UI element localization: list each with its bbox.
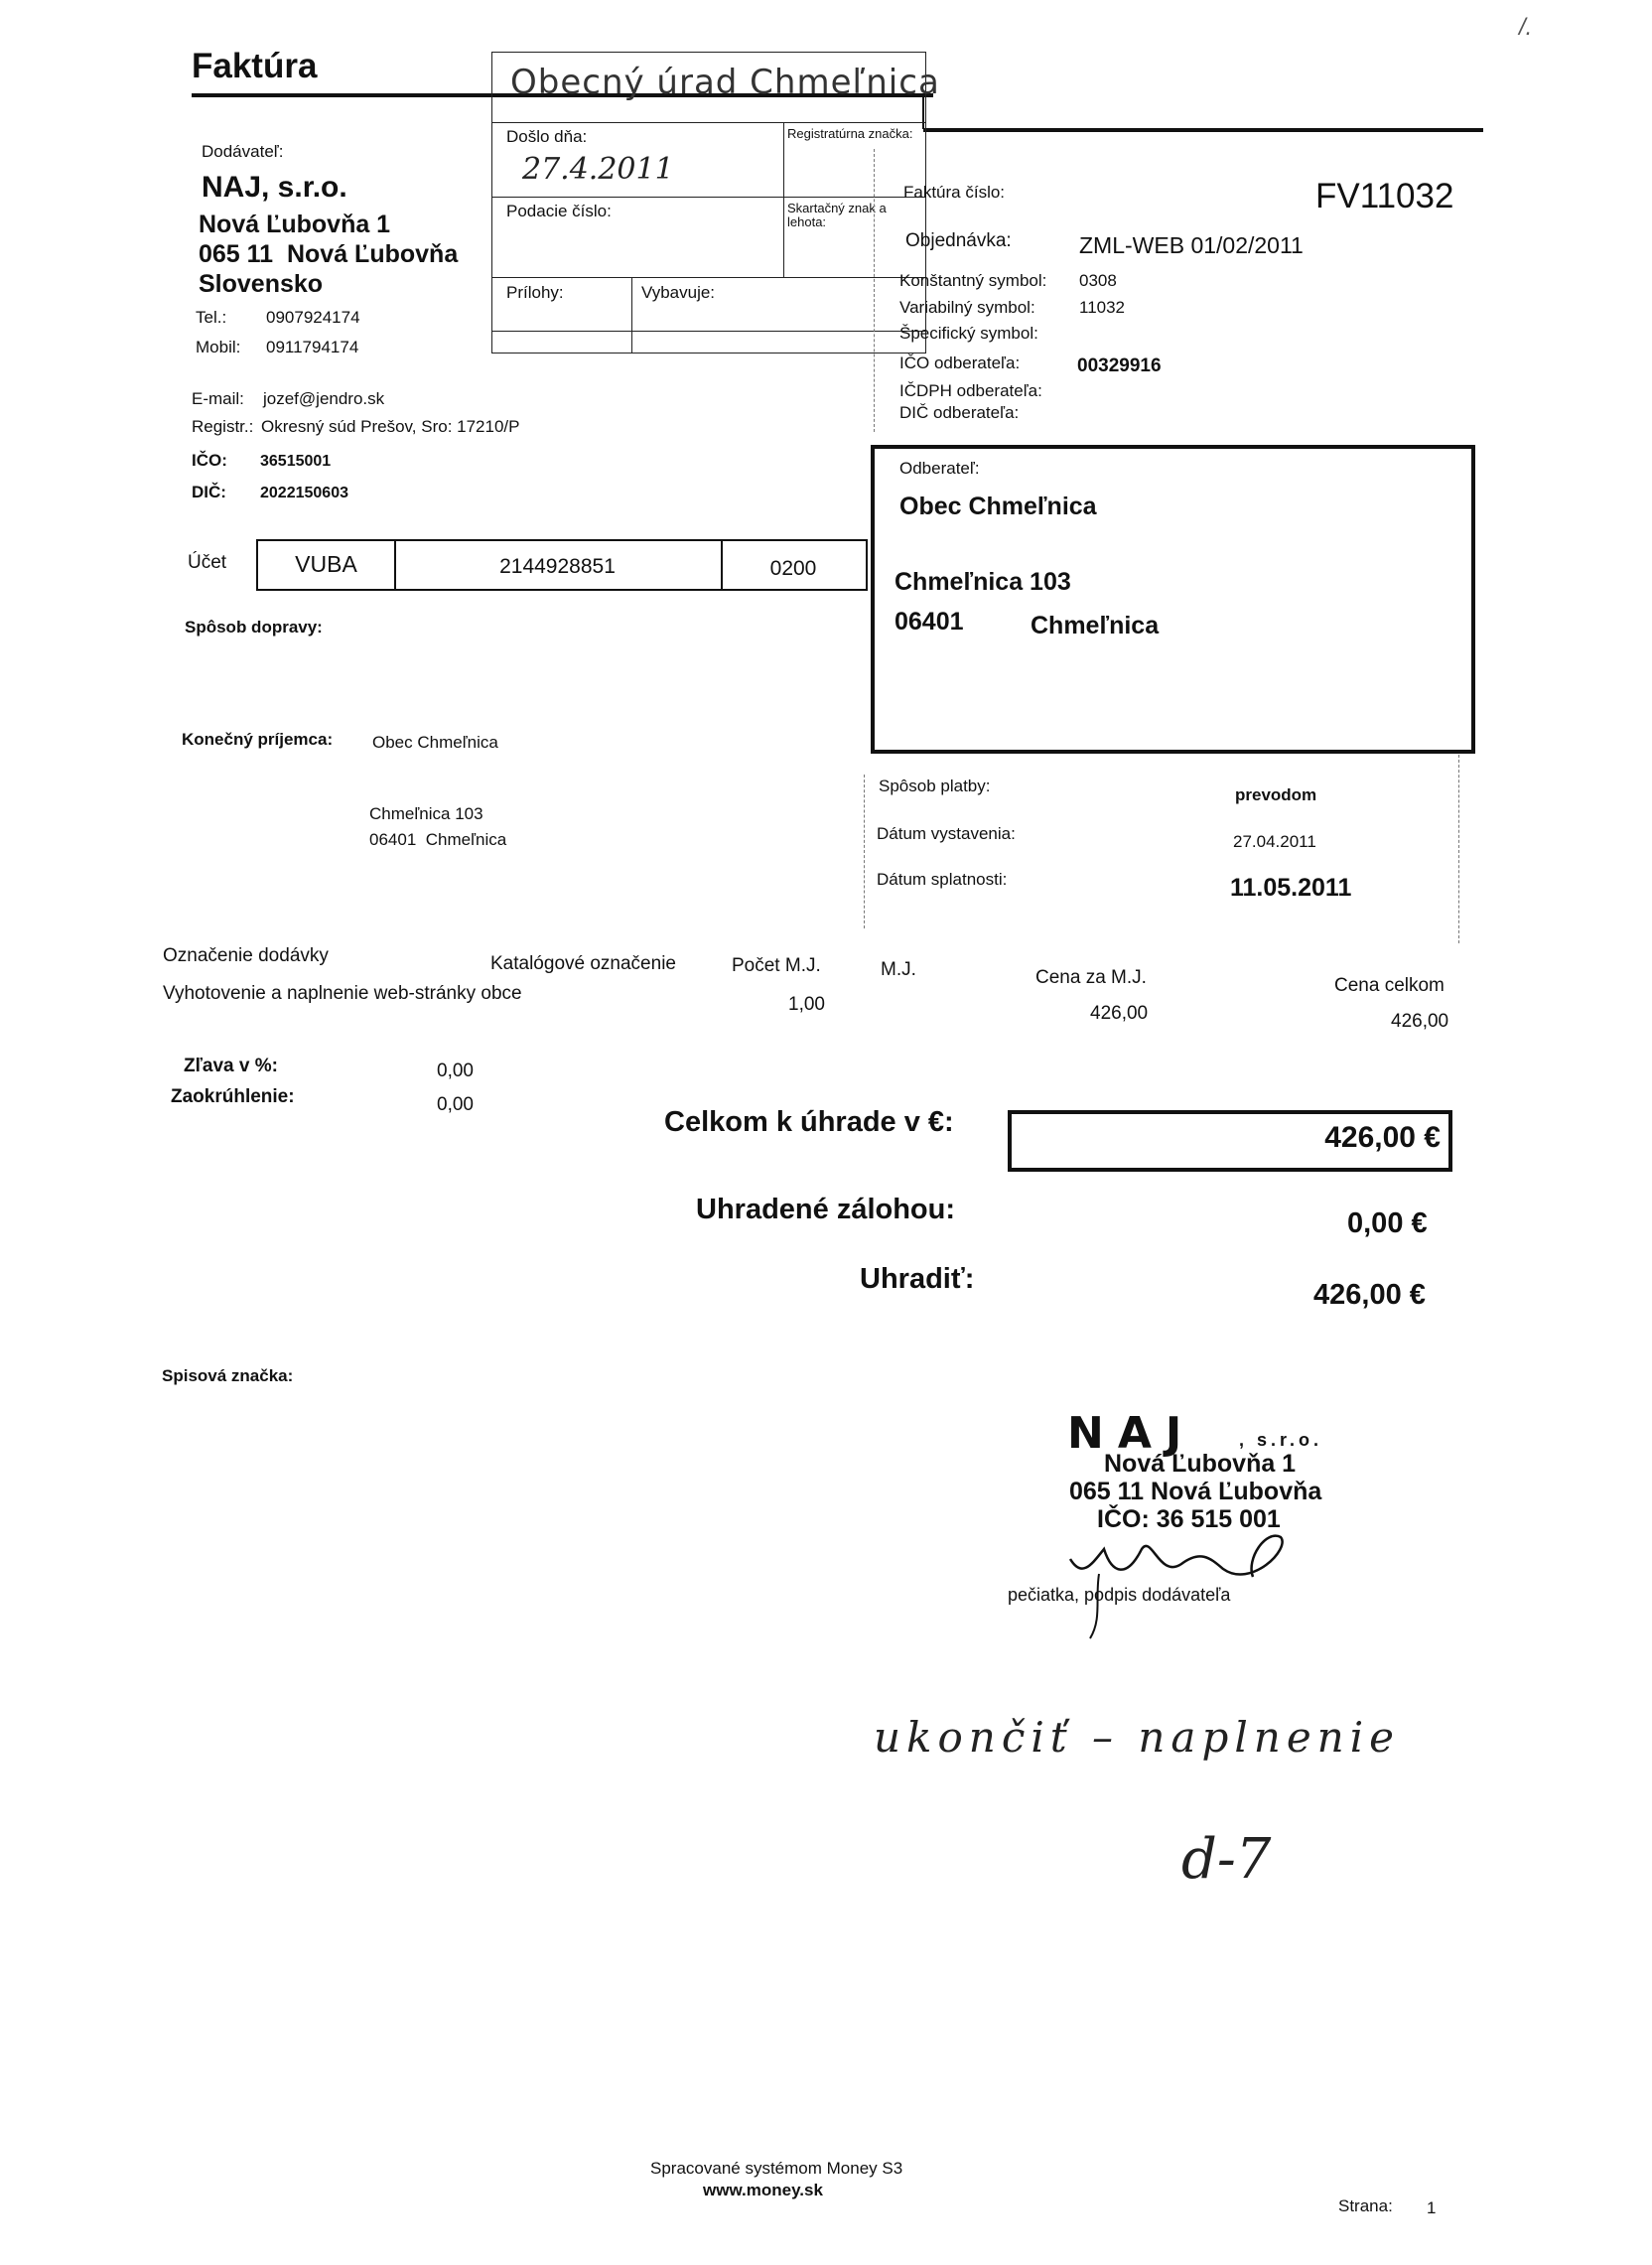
header-name: Označenie dodávky [163, 945, 329, 966]
stamp-received-value: 27.4.2011 [522, 152, 674, 187]
transport-label: Spôsob dopravy: [185, 618, 323, 637]
seal-line2: 065 11 Nová Ľubovňa [1069, 1478, 1322, 1505]
payment-method-label: Spôsob platby: [879, 777, 991, 795]
supplier-dic: 2022150603 [260, 485, 348, 501]
handwritten-note-1: ukončiť – naplnenie [874, 1713, 1401, 1762]
stamp-prilohy-label: Prílohy: [506, 283, 564, 302]
ico-odb-label: IČO odberateľa: [899, 354, 1021, 372]
supplier-email: jozef@jendro.sk [263, 389, 385, 408]
supplier-label: Dodávateľ: [202, 142, 284, 161]
handwritten-note-2: d-7 [1181, 1827, 1272, 1892]
due-label: Dátum splatnosti: [877, 870, 1008, 889]
issued-value: 27.04.2011 [1233, 832, 1316, 851]
seal-caption: pečiatka, podpis dodávateľa [1008, 1585, 1231, 1605]
invoice-number-label: Faktúra číslo: [903, 183, 1006, 202]
supplier-registr: Okresný súd Prešov, Sro: 17210/P [261, 417, 520, 436]
account-number: 2144928851 [499, 555, 616, 578]
footer-url: www.money.sk [703, 2181, 823, 2199]
supplier-email-label: E-mail: [192, 389, 244, 408]
spec-label: Špecifický symbol: [899, 324, 1038, 343]
order-label: Objednávka: [905, 230, 1012, 251]
supplier-tel: 0907924174 [266, 308, 360, 327]
seal-company: NAJ [1067, 1408, 1196, 1459]
seal-line3: IČO: 36 515 001 [1097, 1505, 1281, 1533]
seal-suffix: , s.r.o. [1239, 1430, 1323, 1450]
stamp-title: Obecný úrad Chmeľnica [510, 63, 940, 102]
item-name: Vyhotovenie a naplnenie web-stránky obce [163, 983, 522, 1004]
stamp-vybavuje-label: Vybavuje: [641, 283, 716, 302]
final-recipient-street: Chmeľnica 103 [369, 804, 483, 823]
var-label: Variabilný symbol: [899, 298, 1035, 317]
file-mark-label: Spisová značka: [162, 1366, 294, 1385]
supplier-mobil: 0911794174 [266, 338, 359, 356]
final-recipient-label: Konečný príjemca: [182, 730, 334, 749]
discount-value: 0,00 [437, 1061, 474, 1081]
payment-method: prevodom [1235, 785, 1317, 804]
pay-value: 426,00 € [1313, 1279, 1426, 1311]
stamp-reg-label: Registratúrna značka: [787, 126, 913, 141]
header-total: Cena celkom [1334, 975, 1445, 996]
page-number: 1 [1427, 2198, 1437, 2217]
supplier-street: Nová Ľubovňa 1 [199, 211, 391, 238]
total-label: Celkom k úhrade v €: [664, 1106, 954, 1138]
advance-label: Uhradené zálohou: [696, 1194, 956, 1225]
ico-odb-value: 00329916 [1077, 355, 1162, 376]
page-label: Strana: [1338, 2196, 1393, 2215]
var-value: 11032 [1079, 298, 1126, 317]
total-value: 426,00 € [1324, 1121, 1441, 1154]
account-bank: VUBA [295, 551, 357, 577]
header-catalog: Katalógové označenie [490, 953, 676, 974]
item-price: 426,00 [1090, 1003, 1149, 1024]
stamp-received-label: Došlo dňa: [506, 127, 588, 146]
stamp-podacie-label: Podacie číslo: [506, 202, 612, 220]
supplier-tel-label: Tel.: [196, 308, 227, 327]
issued-label: Dátum vystavenia: [877, 824, 1016, 843]
final-recipient-city: 06401 Chmeľnica [369, 830, 507, 849]
supplier-mobil-label: Mobil: [196, 338, 241, 356]
corner-mark: /. [1519, 14, 1533, 41]
advance-value: 0,00 € [1347, 1207, 1428, 1239]
customer-street: Chmeľnica 103 [895, 568, 1071, 596]
rounding-value: 0,00 [437, 1094, 474, 1115]
supplier-ico-label: IČO: [192, 451, 227, 470]
footer-processed: Spracované systémom Money S3 [650, 2159, 903, 2178]
item-qty: 1,00 [788, 994, 825, 1015]
supplier-ico: 36515001 [260, 453, 332, 470]
customer-zip: 06401 [895, 608, 964, 636]
order-value: ZML-WEB 01/02/2011 [1079, 232, 1304, 258]
document-title: Faktúra [192, 47, 318, 85]
supplier-dic-label: DIČ: [192, 483, 226, 501]
account-code: 0200 [769, 557, 817, 580]
header-qty: Počet M.J. [732, 955, 821, 976]
discount-label: Zľava v %: [184, 1056, 278, 1076]
due-value: 11.05.2011 [1230, 874, 1352, 902]
header-unit: M.J. [881, 959, 916, 980]
supplier-city: 065 11 Nová Ľubovňa [199, 240, 459, 268]
supplier-registr-label: Registr.: [192, 417, 254, 436]
supplier-country: Slovensko [199, 270, 324, 298]
account-label: Účet [188, 552, 227, 573]
invoice-number: FV11032 [1315, 177, 1454, 215]
konst-label: Konštantný symbol: [899, 271, 1047, 290]
item-total: 426,00 [1391, 1011, 1449, 1032]
customer-name: Obec Chmeľnica [899, 493, 1097, 520]
dic-odb-label: DIČ odberateľa: [899, 403, 1020, 422]
seal-line1: Nová Ľubovňa 1 [1104, 1450, 1297, 1478]
supplier-name: NAJ, s.r.o. [202, 171, 347, 204]
header-price: Cena za M.J. [1035, 967, 1147, 988]
pay-label: Uhradiť: [860, 1263, 975, 1295]
icdph-label: IČDPH odberateľa: [899, 381, 1042, 400]
customer-city: Chmeľnica [1031, 612, 1160, 639]
stamp-skart-label: Skartačný znak a lehota: [787, 201, 887, 229]
customer-label: Odberateľ: [899, 459, 980, 478]
final-recipient-name: Obec Chmeľnica [372, 733, 498, 752]
rounding-label: Zaokrúhlenie: [171, 1086, 295, 1107]
konst-value: 0308 [1079, 271, 1117, 290]
